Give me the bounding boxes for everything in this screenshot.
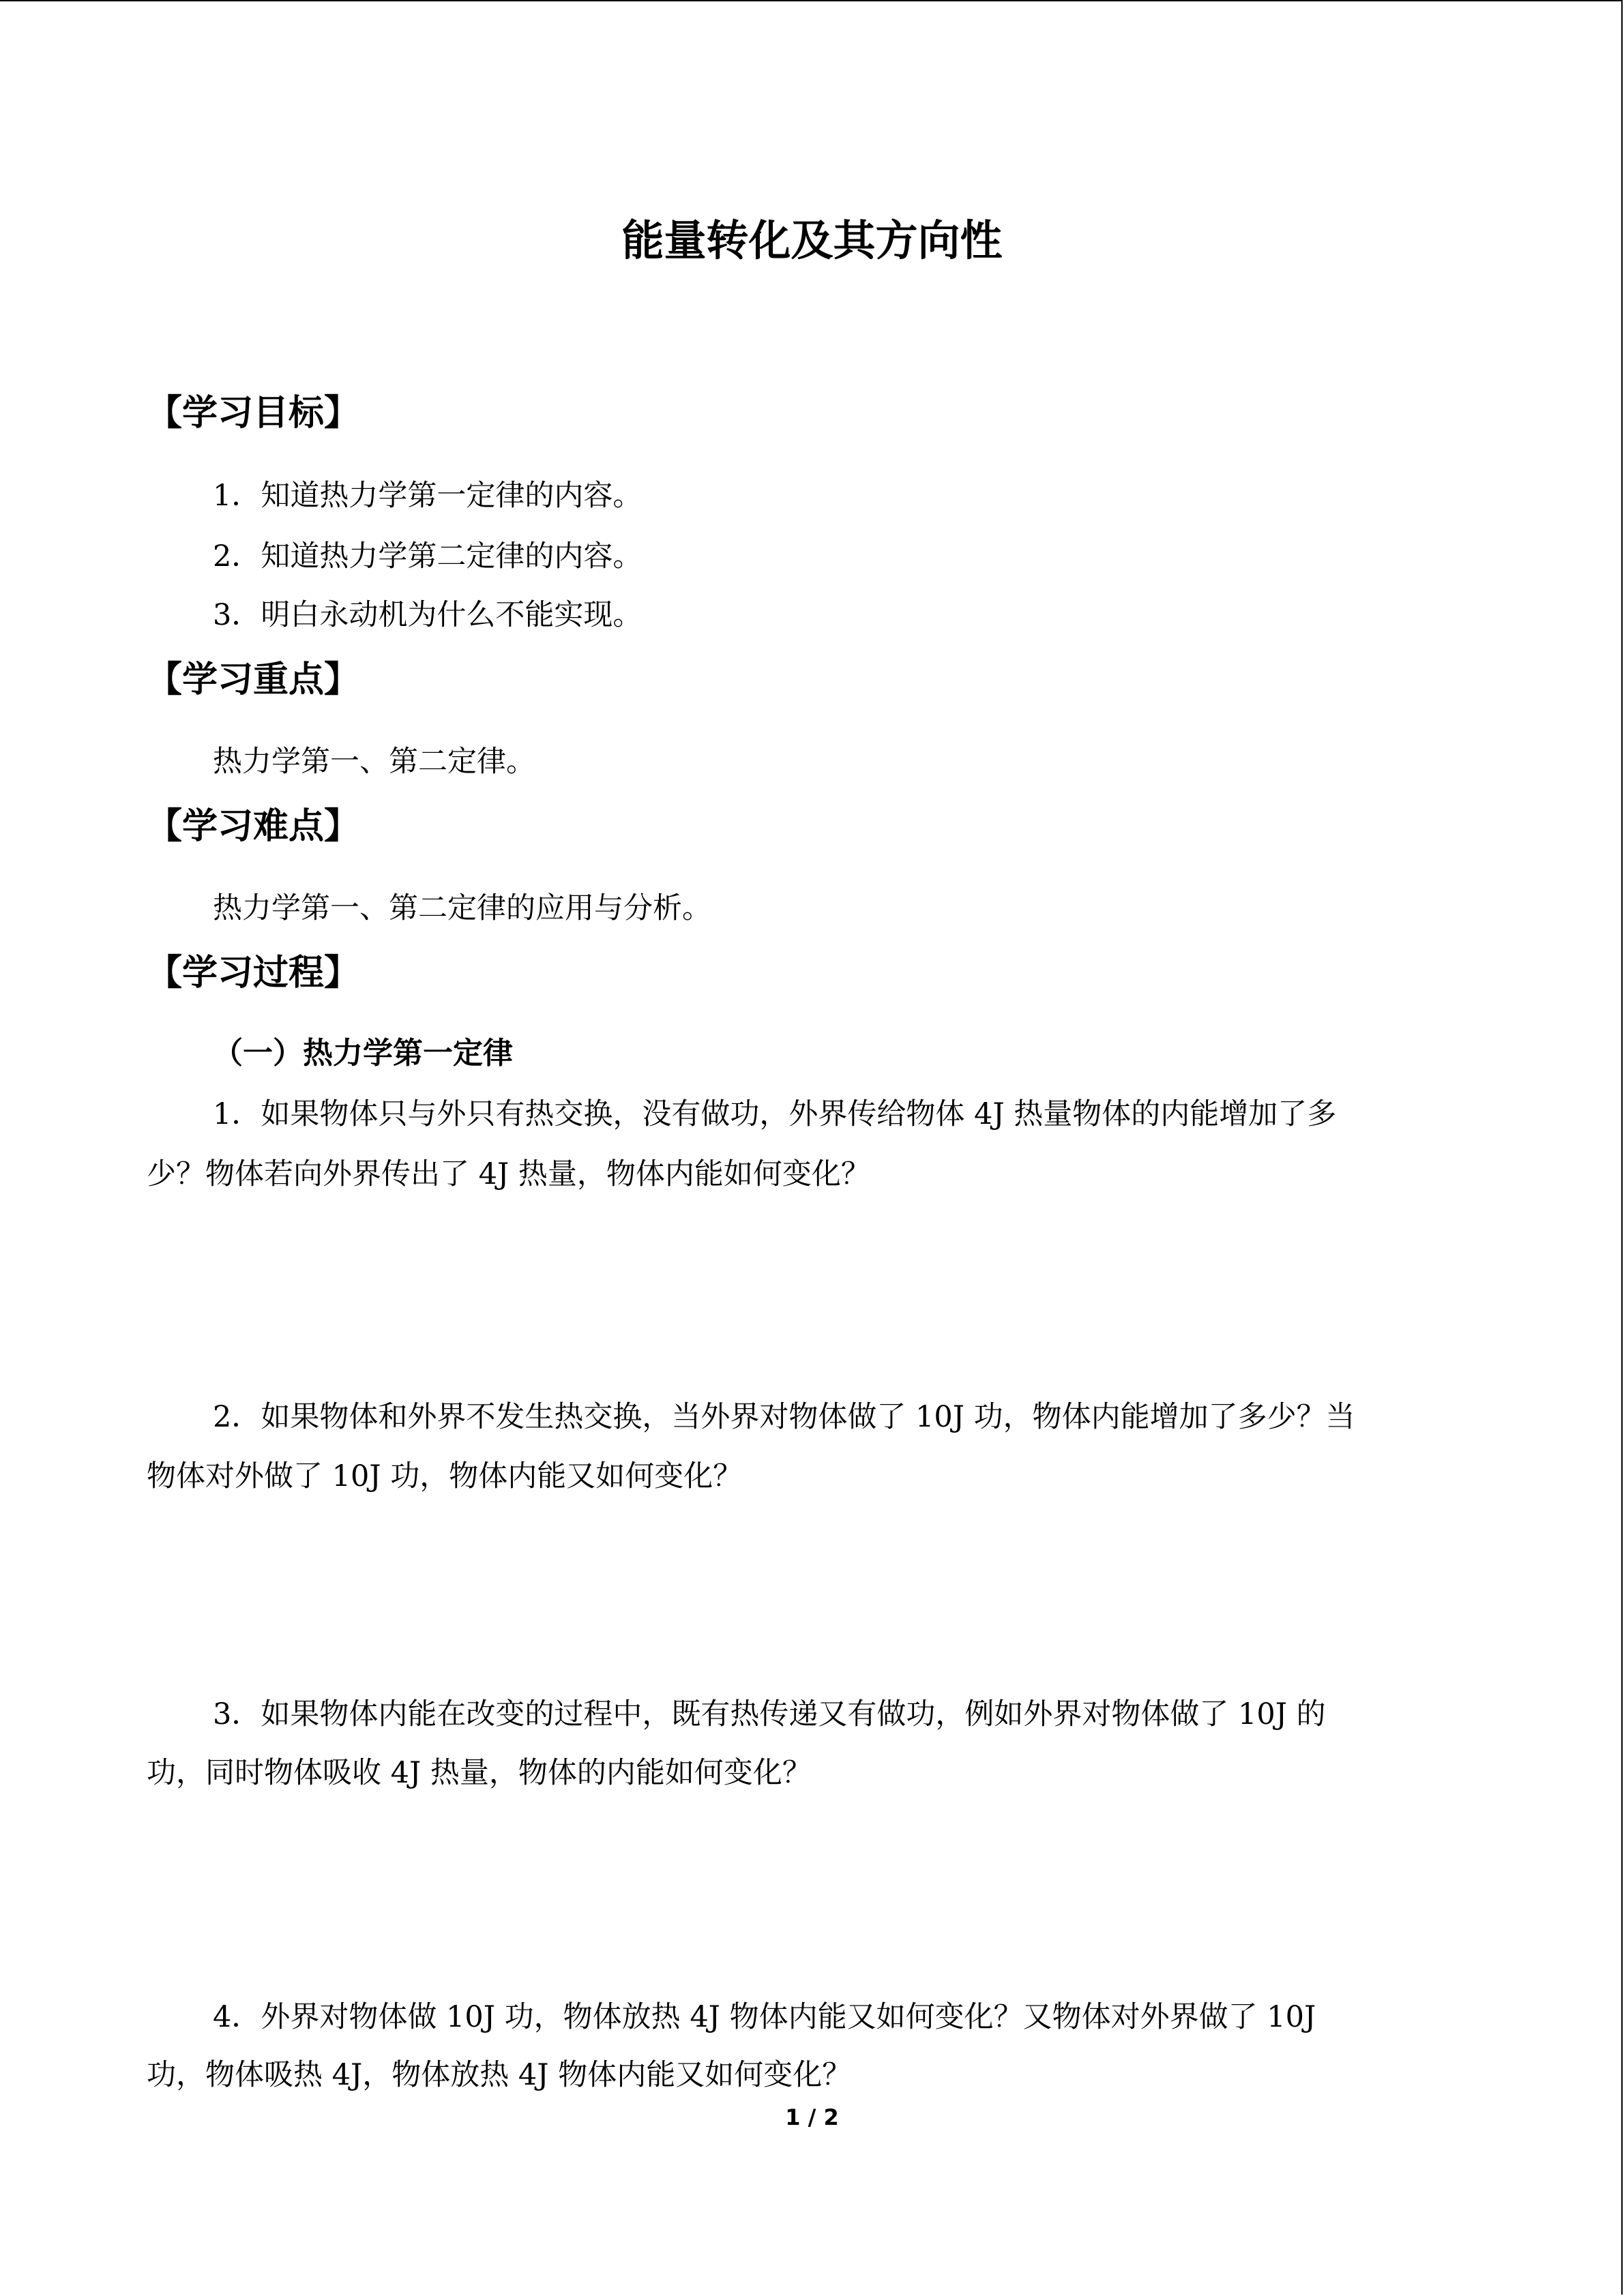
question-3-line-1: 3．如果物体内能在改变的过程中，既有热传递又有做功，例如外界对物体做了 10J 的 [213,1697,1326,1731]
objective-item-3: 3．明白永动机为什么不能实现。 [213,598,643,632]
page-number: 1 / 2 [785,2104,839,2130]
question-1-line-2: 少？物体若向外界传出了 4J 热量，物体内能如何变化？ [147,1157,870,1191]
key-points-text: 热力学第一、第二定律。 [213,745,535,779]
key-points-heading: 【学习重点】 [147,659,360,700]
question-2-line-2: 物体对外做了 10J 功，物体内能又如何变化？ [147,1459,743,1493]
question-4-line-1: 4．外界对物体做 10J 功，物体放热 4J 物体内能又如何变化？又物体对外界做了 10J [213,2000,1316,2034]
difficulties-text: 热力学第一、第二定律的应用与分析。 [213,891,711,925]
difficulties-heading: 【学习难点】 [147,806,360,847]
process-heading: 【学习过程】 [147,953,360,994]
question-3-line-2: 功，同时物体吸收 4J 热量，物体的内能如何变化？ [147,1756,812,1790]
question-1-line-1: 1．如果物体只与外只有热交换，没有做功，外界传给物体 4J 热量物体的内能增加了多 [213,1097,1337,1131]
question-4-line-2: 功，物体吸热 4J，物体放热 4J 物体内能又如何变化？ [147,2058,852,2092]
document-title: 能量转化及其方向性 [621,215,1003,265]
objectives-heading: 【学习目标】 [147,393,360,434]
process-subheading: （一）热力学第一定律 [213,1036,513,1071]
question-2-line-1: 2．如果物体和外界不发生热交换，当外界对物体做了 10J 功，物体内能增加了多少？当 [213,1400,1355,1434]
objective-item-1: 1．知道热力学第一定律的内容。 [213,479,643,513]
objective-item-2: 2．知道热力学第二定律的内容。 [213,539,643,573]
